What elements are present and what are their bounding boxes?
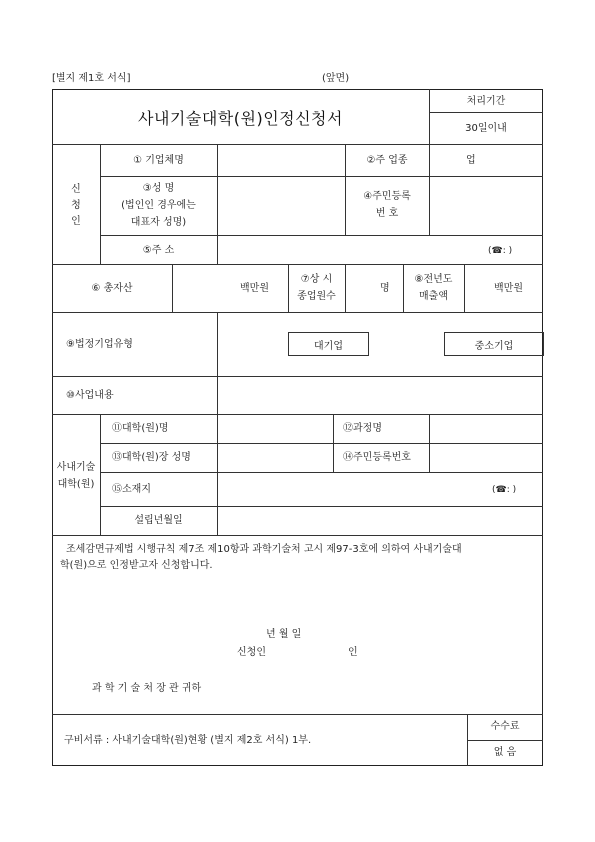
total-assets-label: ⑥ 총자산	[91, 283, 133, 294]
fee-value: 없 음	[493, 747, 517, 758]
form-number: [별지 제1호 서식]	[52, 73, 131, 84]
address-label: ⑤주 소	[142, 245, 175, 256]
applicant-section-label: 신 청 인	[71, 184, 81, 227]
college-name-label: ⑪대학(원)명	[112, 423, 169, 434]
statement-line-2: 학(원)으로 인정받고자 신청합니다.	[60, 560, 213, 571]
college-head-label: ⑬대학(원)장 성명	[112, 452, 191, 463]
required-documents: 구비서류 : 사내기술대학(원)현황 (별지 제2호 서식) 1부.	[64, 735, 312, 746]
addressee: 과 학 기 술 처 장 관 귀하	[92, 683, 202, 694]
name-field[interactable]	[218, 177, 344, 234]
applicant-signature-label: 신청인	[237, 647, 266, 658]
business-content-label: ⑩사업내용	[66, 390, 114, 401]
sales-unit: 백만원	[494, 283, 523, 294]
registration-label-line2: 번 호	[375, 208, 399, 219]
employees-label-line1: ⑦상 시	[300, 274, 333, 285]
large-enterprise-option[interactable]: 대기업	[288, 332, 369, 356]
enterprise-type-label: ⑨법정기업유형	[66, 339, 133, 350]
sales-label-line1: ⑧전년도	[414, 274, 453, 285]
form-title: 사내기술대학(원)인정신청서	[138, 109, 343, 128]
head-registration-label: ⑭주민등록번호	[343, 452, 411, 463]
sales-label-line2: 매출액	[419, 291, 448, 302]
college-location-label: ⑮소재지	[112, 484, 151, 495]
employees-unit: 명	[380, 283, 390, 294]
name-label-line1: ③성 명	[142, 183, 175, 194]
company-name-label: ① 기업체명	[133, 155, 184, 166]
course-name-label: ⑫과정명	[343, 423, 382, 434]
name-label-line3: 대표자 성명)	[130, 217, 187, 228]
total-assets-unit: 백만원	[240, 283, 269, 294]
seal-mark: 인	[348, 647, 358, 658]
college-location-tel: (☎: )	[492, 485, 517, 495]
established-date-label: 설립년월일	[134, 515, 183, 526]
registration-label-line1: ④주민등록	[363, 191, 411, 202]
front-side-label: (앞면)	[322, 73, 350, 84]
registration-field[interactable]	[430, 177, 542, 234]
sme-option[interactable]: 중소기업	[444, 332, 544, 356]
fee-label: 수수료	[490, 721, 520, 732]
address-tel: (☎: )	[488, 246, 513, 256]
processing-period-label: 처리기간	[466, 96, 506, 107]
processing-period-value: 30일이내	[465, 123, 507, 134]
company-name-field[interactable]	[218, 145, 344, 175]
statement-line-1: 조세감면규제법 시행규칙 제7조 제10항과 과학기술처 고시 제97-3호에 의하여 사내기술대	[66, 544, 462, 555]
main-industry-label: ②주 업종	[366, 155, 408, 166]
name-label-line2: (법인인 경우에는	[121, 200, 196, 211]
application-date: 년 월 일	[266, 629, 302, 640]
college-section-label: 사내기술 대학(원)	[56, 462, 96, 490]
industry-suffix: 업	[466, 155, 476, 166]
employees-label-line2: 종업원수	[297, 291, 336, 302]
